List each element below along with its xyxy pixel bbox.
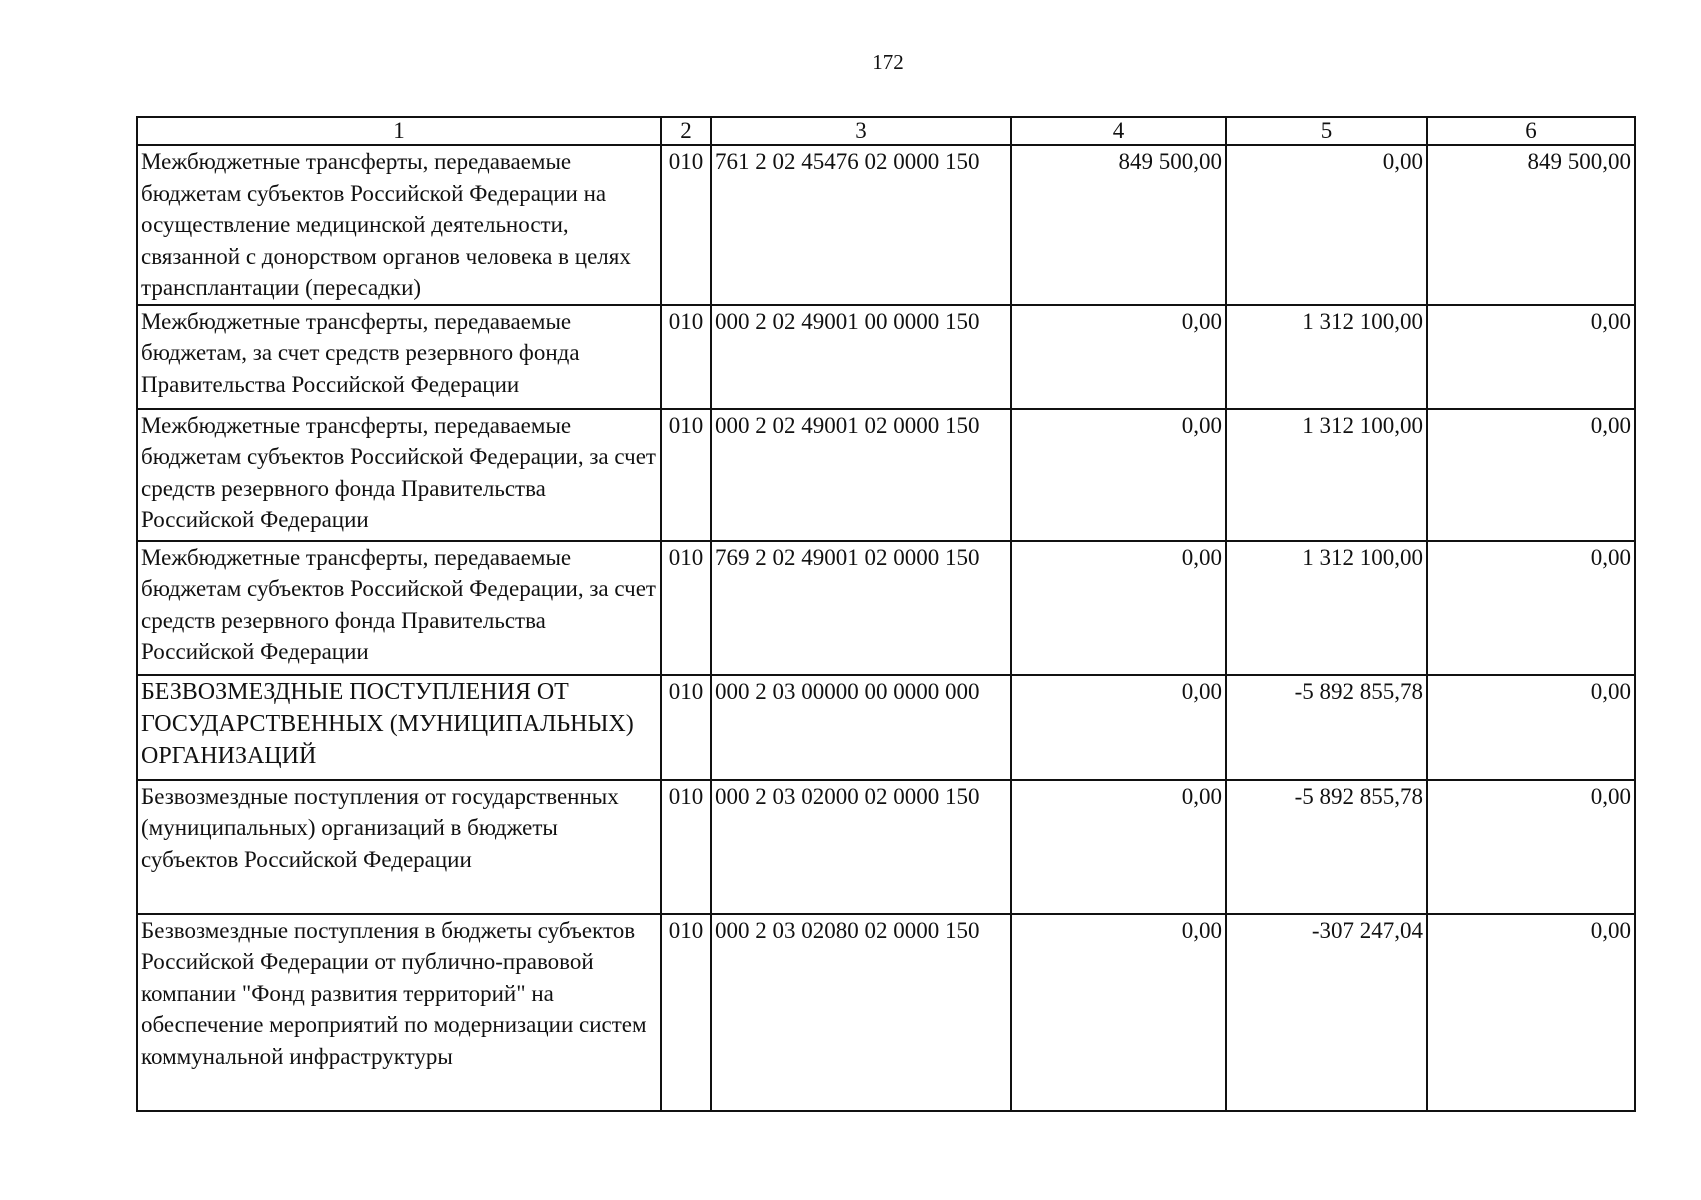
row-kbk: 000 2 03 00000 00 0000 000 <box>711 675 1011 780</box>
row-col4: 0,00 <box>1011 541 1226 675</box>
row-kbk: 000 2 03 02000 02 0000 150 <box>711 780 1011 914</box>
header-cell: 2 <box>661 117 711 145</box>
row-col6: 0,00 <box>1427 780 1635 914</box>
row-kbk: 761 2 02 45476 02 0000 150 <box>711 145 1011 305</box>
table-row <box>137 305 1635 409</box>
row-name: Межбюджетные трансферты, передаваемые бюджетам субъектов Российской Федерации на осуществление медицинской деятельности, связанной с донорством органов человека в целях трансплантации (пересадки) <box>137 145 661 305</box>
row-name: Межбюджетные трансферты, передаваемые бюджетам субъектов Российской Федерации, за счет средств резервного фонда Правительства Российской Федерации <box>137 409 661 541</box>
header-cell: 4 <box>1011 117 1226 145</box>
header-cell: 3 <box>711 117 1011 145</box>
row-name: Безвозмездные поступления от государственных (муниципальных) организаций в бюджеты субъектов Российской Федерации <box>137 780 661 914</box>
row-col6: 0,00 <box>1427 675 1635 780</box>
row-kbk: 769 2 02 49001 02 0000 150 <box>711 541 1011 675</box>
row-col6: 0,00 <box>1427 409 1635 541</box>
row-name: Межбюджетные трансферты, передаваемые бюджетам субъектов Российской Федерации, за счет средств резервного фонда Правительства Российской Федерации <box>137 541 661 675</box>
table-row <box>137 780 1635 914</box>
row-col4: 0,00 <box>1011 409 1226 541</box>
page-number: 172 <box>872 50 904 74</box>
header-cell: 5 <box>1226 117 1427 145</box>
budget-table <box>136 116 1636 1112</box>
row-code: 010 <box>661 409 711 541</box>
row-kbk: 000 2 03 02080 02 0000 150 <box>711 914 1011 1111</box>
table-row <box>137 409 1635 541</box>
row-col4: 0,00 <box>1011 780 1226 914</box>
table-header-row <box>137 117 1635 145</box>
row-col4: 0,00 <box>1011 675 1226 780</box>
row-col6: 0,00 <box>1427 914 1635 1111</box>
header-cell: 6 <box>1427 117 1635 145</box>
row-col4: 0,00 <box>1011 305 1226 409</box>
table-row <box>137 541 1635 675</box>
row-code: 010 <box>661 914 711 1111</box>
row-code: 010 <box>661 675 711 780</box>
table-row <box>137 914 1635 1111</box>
row-code: 010 <box>661 305 711 409</box>
row-col5: -5 892 855,78 <box>1226 780 1427 914</box>
row-name: Безвозмездные поступления в бюджеты субъектов Российской Федерации от публично-правовой компании "Фонд развития территорий" на обеспечение мероприятий по модернизации систем коммунальной инфраструктуры <box>137 914 661 1111</box>
row-name: Межбюджетные трансферты, передаваемые бюджетам, за счет средств резервного фонда Правительства Российской Федерации <box>137 305 661 409</box>
row-name: БЕЗВОЗМЕЗДНЫЕ ПОСТУПЛЕНИЯ ОТ ГОСУДАРСТВЕННЫХ (МУНИЦИПАЛЬНЫХ) ОРГАНИЗАЦИЙ <box>137 675 661 780</box>
row-col6: 849 500,00 <box>1427 145 1635 305</box>
row-col6: 0,00 <box>1427 541 1635 675</box>
row-col5: 0,00 <box>1226 145 1427 305</box>
row-code: 010 <box>661 541 711 675</box>
row-col5: -5 892 855,78 <box>1226 675 1427 780</box>
row-col5: -307 247,04 <box>1226 914 1427 1111</box>
row-col5: 1 312 100,00 <box>1226 409 1427 541</box>
row-col4: 0,00 <box>1011 914 1226 1111</box>
row-col6: 0,00 <box>1427 305 1635 409</box>
row-code: 010 <box>661 145 711 305</box>
row-col4: 849 500,00 <box>1011 145 1226 305</box>
row-col5: 1 312 100,00 <box>1226 541 1427 675</box>
header-cell: 1 <box>137 117 661 145</box>
row-code: 010 <box>661 780 711 914</box>
table-row <box>137 145 1635 305</box>
row-kbk: 000 2 02 49001 02 0000 150 <box>711 409 1011 541</box>
table-row <box>137 675 1635 780</box>
row-col5: 1 312 100,00 <box>1226 305 1427 409</box>
row-kbk: 000 2 02 49001 00 0000 150 <box>711 305 1011 409</box>
